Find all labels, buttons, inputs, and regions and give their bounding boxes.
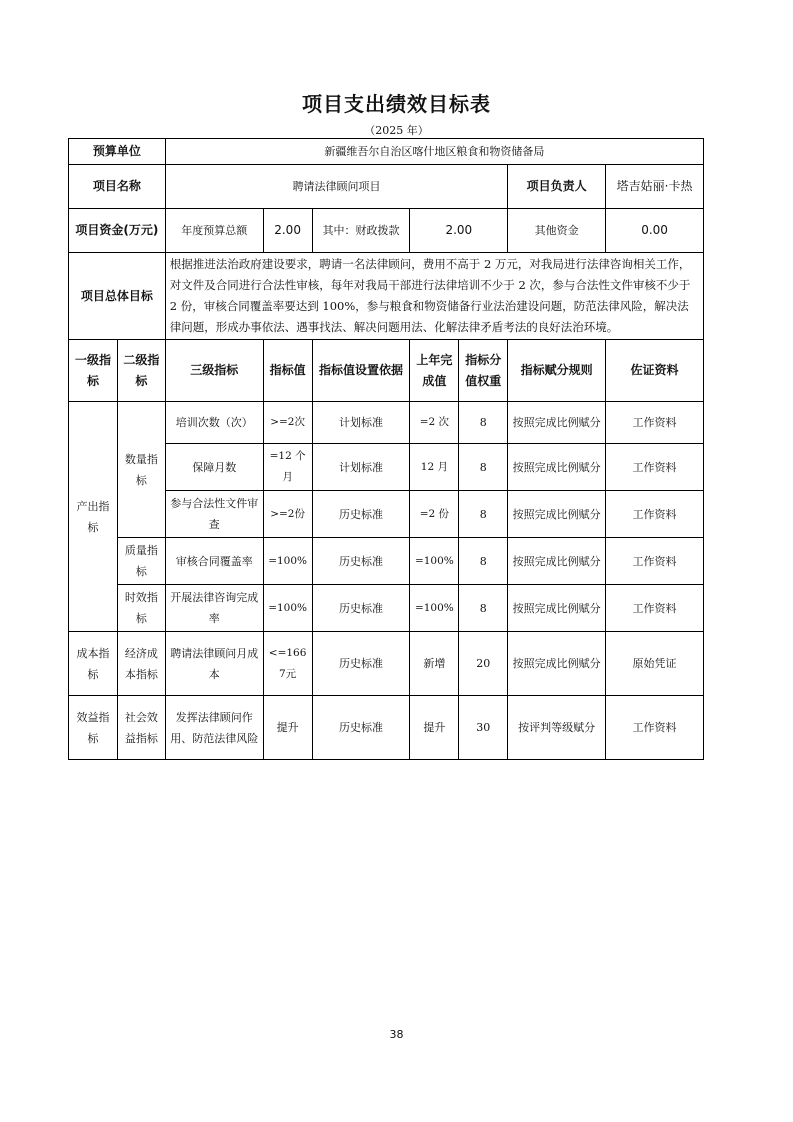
- performance-table: [68, 138, 704, 760]
- level2-quantity: 数量指标: [117, 402, 165, 538]
- table-row: [69, 585, 704, 632]
- other-funds-label: 其他资金: [508, 209, 606, 253]
- indicator-evidence: 工作资料: [606, 491, 704, 538]
- indicator-name: 培训次数（次）: [165, 402, 263, 444]
- indicator-value: 提升: [263, 696, 312, 760]
- indicator-evidence: 工作资料: [606, 585, 704, 632]
- indicator-weight: 20: [459, 632, 508, 696]
- indicator-weight: 8: [459, 538, 508, 585]
- indicator-basis: 历史标准: [312, 538, 410, 585]
- indicator-evidence: 工作资料: [606, 444, 704, 491]
- level2-social-benefit: 社会效益指标: [117, 696, 165, 760]
- indicator-rule: 按照完成比例赋分: [508, 632, 606, 696]
- table-row: [69, 696, 704, 760]
- annual-budget-label: 年度预算总额: [165, 209, 263, 253]
- fiscal-allocation-label: 其中：财政拨款: [312, 209, 410, 253]
- table-row: [69, 632, 704, 696]
- indicator-value: =100%: [263, 585, 312, 632]
- indicator-last-year: 新增: [410, 632, 459, 696]
- header-value: 指标值: [263, 340, 312, 402]
- indicator-rule: 按照完成比例赋分: [508, 585, 606, 632]
- indicator-value: =12 个月: [263, 444, 312, 491]
- indicator-rule: 按照完成比例赋分: [508, 444, 606, 491]
- indicator-rule: 按照完成比例赋分: [508, 538, 606, 585]
- project-name-value: 聘请法律顾问项目: [165, 165, 507, 209]
- indicator-value: <=1667元: [263, 632, 312, 696]
- level1-output: 产出指标: [69, 402, 118, 632]
- indicator-basis: 计划标准: [312, 444, 410, 491]
- indicator-evidence: 工作资料: [606, 402, 704, 444]
- indicator-value: =100%: [263, 538, 312, 585]
- indicator-rule: 按照完成比例赋分: [508, 402, 606, 444]
- level2-quality: 质量指标: [117, 538, 165, 585]
- header-weight: 指标分值权重: [459, 340, 508, 402]
- level1-benefit: 效益指标: [69, 696, 118, 760]
- indicator-weight: 8: [459, 491, 508, 538]
- level2-timeliness: 时效指标: [117, 585, 165, 632]
- indicator-value: >=2份: [263, 491, 312, 538]
- fiscal-allocation-value: 2.00: [410, 209, 508, 253]
- indicator-weight: 30: [459, 696, 508, 760]
- indicator-weight: 8: [459, 402, 508, 444]
- page-title: 项目支出绩效目标表: [302, 92, 491, 116]
- indicator-evidence: 原始凭证: [606, 632, 704, 696]
- indicator-basis: 历史标准: [312, 585, 410, 632]
- indicator-name: 开展法律咨询完成率: [165, 585, 263, 632]
- year-label: （2025 年）: [364, 124, 429, 137]
- indicator-basis: 历史标准: [312, 632, 410, 696]
- indicator-basis: 计划标准: [312, 402, 410, 444]
- budget-unit-label: 预算单位: [69, 139, 166, 165]
- indicator-weight: 8: [459, 585, 508, 632]
- budget-unit-value: 新疆维吾尔自治区喀什地区粮食和物资储备局: [165, 139, 703, 165]
- annual-budget-value: 2.00: [263, 209, 312, 253]
- indicator-last-year: =100%: [410, 538, 459, 585]
- overall-goal-label: 项目总体目标: [69, 253, 166, 340]
- funds-label: 项目资金(万元): [69, 209, 166, 253]
- indicator-weight: 8: [459, 444, 508, 491]
- page-number: 38: [389, 1028, 404, 1041]
- indicator-last-year: =2 份: [410, 491, 459, 538]
- other-funds-value: 0.00: [606, 209, 704, 253]
- indicator-evidence: 工作资料: [606, 696, 704, 760]
- header-level1: 一级指标: [69, 340, 118, 402]
- indicator-evidence: 工作资料: [606, 538, 704, 585]
- indicator-basis: 历史标准: [312, 491, 410, 538]
- indicator-name: 参与合法性文件审查: [165, 491, 263, 538]
- header-level3: 三级指标: [165, 340, 263, 402]
- indicator-name: 保障月数: [165, 444, 263, 491]
- header-scoring-rule: 指标赋分规则: [508, 340, 606, 402]
- overall-goal-text: 根据推进法治政府建设要求，聘请一名法律顾问，费用不高于 2 万元，对我局进行法律咨询相关工作，对文件及合同进行合法性审核，每年对我局干部进行法律培训不少于 2 次，参与合法性文件审核不少于 2 份，审核合同覆盖率要达到 100%，参与粮食和物资储备行业法治建设问题，防范法律风险，解决法律问题，形成办事依法、遇事找法、解决问题用法、化解法律矛盾考法的良好法治环境。: [165, 253, 703, 340]
- project-owner-label: 项目负责人: [508, 165, 606, 209]
- indicator-last-year: =100%: [410, 585, 459, 632]
- header-evidence: 佐证资料: [606, 340, 704, 402]
- indicator-rule: 按评判等级赋分: [508, 696, 606, 760]
- indicator-name: 审核合同覆盖率: [165, 538, 263, 585]
- indicator-value: >=2次: [263, 402, 312, 444]
- project-owner-value: 塔吉姑丽·卡热: [606, 165, 704, 209]
- header-level2: 二级指标: [117, 340, 165, 402]
- level2-economic-cost: 经济成本指标: [117, 632, 165, 696]
- project-name-label: 项目名称: [69, 165, 166, 209]
- indicator-last-year: =2 次: [410, 402, 459, 444]
- header-basis: 指标值设置依据: [312, 340, 410, 402]
- header-last-year: 上年完成值: [410, 340, 459, 402]
- indicator-name: 聘请法律顾问月成本: [165, 632, 263, 696]
- indicator-rule: 按照完成比例赋分: [508, 491, 606, 538]
- indicator-last-year: 提升: [410, 696, 459, 760]
- level1-cost: 成本指标: [69, 632, 118, 696]
- indicator-last-year: 12 月: [410, 444, 459, 491]
- indicator-basis: 历史标准: [312, 696, 410, 760]
- indicator-name: 发挥法律顾问作用、防范法律风险: [165, 696, 263, 760]
- table-row: [69, 538, 704, 585]
- table-row: [69, 402, 704, 444]
